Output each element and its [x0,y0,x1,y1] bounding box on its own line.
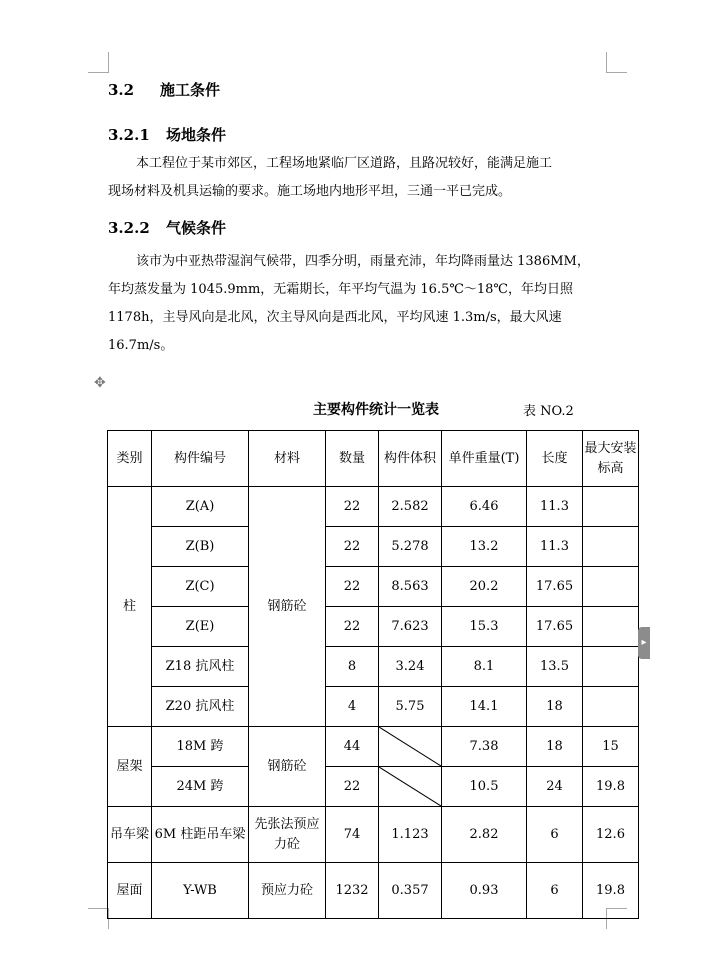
column-header: 最大安装标高 [583,431,639,487]
component-statistics-table [107,430,639,919]
component-id-cell: 18M 跨 [152,727,249,767]
quantity-cell: 44 [326,727,379,767]
column-header: 构件编号 [152,431,249,487]
paragraph-line: 1178h，主导风向是北风，次主导风向是西北风，平均风速 1.3m/s，最大风速 [108,310,562,325]
table-row [108,527,639,567]
elevation-cell [583,567,639,607]
page-corner-top-right [606,52,627,73]
table-row [108,807,639,863]
volume-cell: 5.278 [379,527,442,567]
elevation-cell [583,687,639,727]
material-cell: 钢筋砼 [249,487,326,727]
volume-cell: 3.24 [379,647,442,687]
volume-cell: 0.357 [379,863,442,919]
component-id-cell: Y-WB [152,863,249,919]
volume-cell: 2.582 [379,487,442,527]
length-cell: 13.5 [527,647,583,687]
quantity-cell: 22 [326,567,379,607]
weight-cell: 6.46 [442,487,527,527]
table-number: 表 NO.2 [523,404,574,419]
component-id-cell: Z20 抗风柱 [152,687,249,727]
paragraph-line: 该市为中亚热带湿润气候带，四季分明，雨量充沛，年均降雨量达 1386MM， [136,254,590,269]
heading-title: 场地条件 [166,126,227,144]
paragraph-line: 16.7m/s。 [108,338,174,353]
elevation-cell: 19.8 [583,863,639,919]
table-row [108,863,639,919]
column-header: 构件体积 [379,431,442,487]
table-row [108,567,639,607]
volume-cell: 8.563 [379,567,442,607]
heading-title: 施工条件 [160,81,221,99]
move-anchor-icon[interactable]: ✥ [94,375,106,391]
paragraph-line: 现场材料及机具运输的要求。施工场地内地形平坦，三通一平已完成。 [108,184,512,199]
quantity-cell: 8 [326,647,379,687]
side-tab-arrow-icon[interactable]: ▸ [638,627,650,659]
length-cell: 17.65 [527,607,583,647]
volume-cell: 5.75 [379,687,442,727]
length-cell: 11.3 [527,527,583,567]
length-cell: 17.65 [527,567,583,607]
material-cell: 先张法预应力砼 [249,807,326,863]
category-cell: 屋面 [108,863,152,919]
component-id-cell: 6M 柱距吊车梁 [152,807,249,863]
table-header-row [108,431,639,487]
volume-cell: 7.623 [379,607,442,647]
column-header: 单件重量(T) [442,431,527,487]
table-row [108,767,639,807]
column-header: 类别 [108,431,152,487]
component-id-cell: Z(E) [152,607,249,647]
weight-cell: 15.3 [442,607,527,647]
table-row [108,607,639,647]
volume-cell: 1.123 [379,807,442,863]
category-cell: 屋架 [108,727,152,807]
elevation-cell: 15 [583,727,639,767]
component-id-cell: Z18 抗风柱 [152,647,249,687]
site-conditions-paragraph [108,150,618,206]
length-cell: 11.3 [527,487,583,527]
column-header: 长度 [527,431,583,487]
quantity-cell: 22 [326,607,379,647]
length-cell: 24 [527,767,583,807]
weight-cell: 10.5 [442,767,527,807]
table-row [108,727,639,767]
climate-conditions-paragraph [108,248,618,360]
diagonal-line [379,767,441,806]
heading-number: 3.2.2 [108,219,150,237]
heading-3-2-1 [108,124,226,145]
table-row [108,647,639,687]
quantity-cell: 22 [326,487,379,527]
diagonal-line [379,727,441,766]
quantity-cell: 22 [326,527,379,567]
elevation-cell [583,527,639,567]
material-cell: 预应力砼 [249,863,326,919]
heading-title: 气候条件 [166,219,227,237]
column-header: 数量 [326,431,379,487]
diagonal-empty-cell [379,767,442,807]
quantity-cell: 22 [326,767,379,807]
quantity-cell: 1232 [326,863,379,919]
heading-3-2 [108,79,220,100]
length-cell: 6 [527,807,583,863]
weight-cell: 20.2 [442,567,527,607]
length-cell: 6 [527,863,583,919]
length-cell: 18 [527,727,583,767]
diagonal-empty-cell [379,727,442,767]
weight-cell: 7.38 [442,727,527,767]
column-header: 材料 [249,431,326,487]
elevation-cell [583,607,639,647]
weight-cell: 8.1 [442,647,527,687]
table-caption: 主要构件统计一览表 [313,402,439,418]
weight-cell: 2.82 [442,807,527,863]
quantity-cell: 4 [326,687,379,727]
elevation-cell: 12.6 [583,807,639,863]
category-cell: 柱 [108,487,152,727]
weight-cell: 13.2 [442,527,527,567]
paragraph-line: 本工程位于某市郊区，工程场地紧临厂区道路，且路况较好，能满足施工 [136,156,553,171]
elevation-cell [583,647,639,687]
length-cell: 18 [527,687,583,727]
elevation-cell [583,487,639,527]
page-corner-bottom-left [88,908,109,929]
elevation-cell: 19.8 [583,767,639,807]
weight-cell: 0.93 [442,863,527,919]
component-id-cell: Z(C) [152,567,249,607]
component-id-cell: Z(B) [152,527,249,567]
heading-number: 3.2 [108,81,135,99]
table-row [108,687,639,727]
paragraph-line: 年均蒸发量为 1045.9mm，无霜期长，年平均气温为 16.5℃～18℃，年均日照 [108,282,573,297]
material-cell: 钢筋砼 [249,727,326,807]
heading-number: 3.2.1 [108,126,150,144]
component-id-cell: Z(A) [152,487,249,527]
category-cell: 吊车梁 [108,807,152,863]
quantity-cell: 74 [326,807,379,863]
heading-3-2-2 [108,217,226,238]
table-row [108,487,639,527]
weight-cell: 14.1 [442,687,527,727]
component-id-cell: 24M 跨 [152,767,249,807]
page-corner-top-left [88,52,109,73]
